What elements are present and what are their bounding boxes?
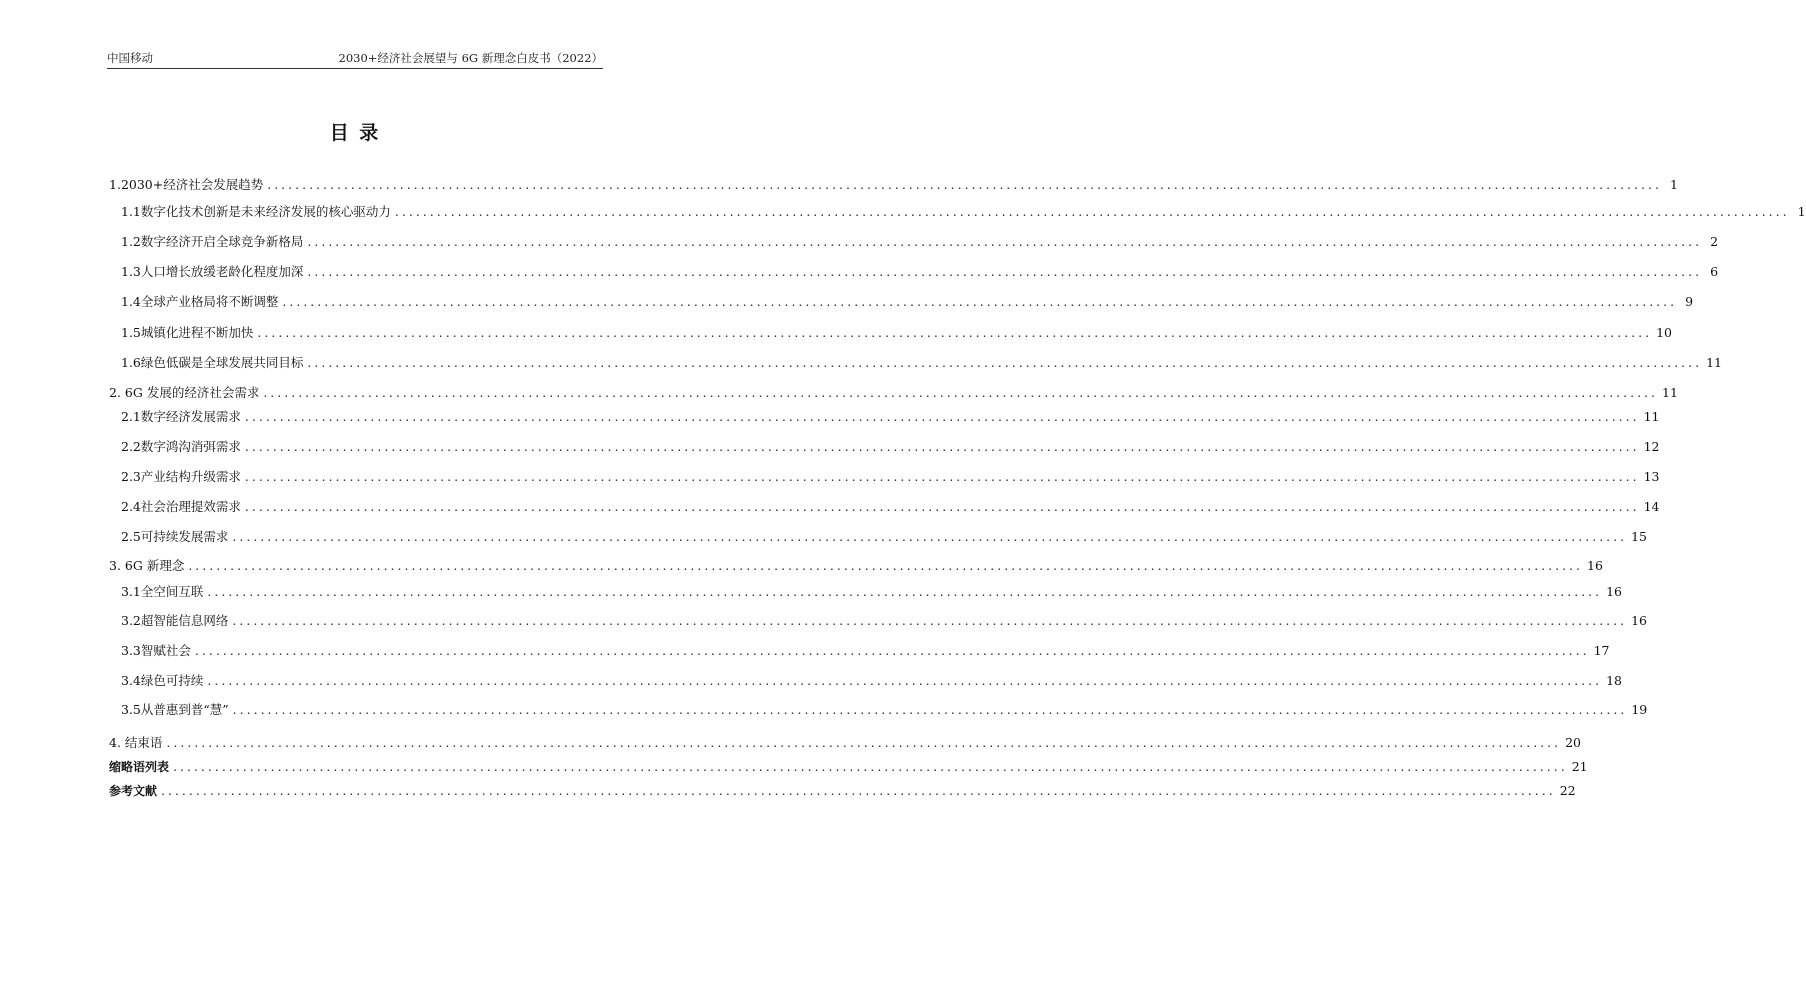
toc-leader-dots: ........................................................................................................................................................................................................ <box>194 643 1590 658</box>
toc-entry-page: 22 <box>1559 783 1576 798</box>
toc-entry-number: 2. <box>109 385 125 400</box>
toc-leader-dots: ........................................................................................................................................................................................................ <box>263 385 1659 400</box>
toc-entry[interactable] <box>109 353 1722 373</box>
toc-entry-page: 10 <box>1656 325 1672 340</box>
toc-entry-page: 1 <box>1797 204 1806 219</box>
toc-leader-dots: ........................................................................................................................................................................................................ <box>207 673 1603 688</box>
toc-entry-number: 2.3 <box>121 469 141 484</box>
toc-entry-number: 2.5 <box>121 529 141 544</box>
toc-entry-number: 4. <box>109 735 125 750</box>
toc-entry[interactable] <box>109 383 1678 403</box>
toc-entry[interactable] <box>109 262 1719 282</box>
toc-entry-label: 数字经济发展需求 <box>140 409 241 424</box>
toc-leader-dots: ........................................................................................................................................................................................................ <box>232 613 1628 628</box>
toc-entry-label: 数字化技术创新是未来经济发展的核心驱动力 <box>140 204 391 219</box>
toc-entry-page: 11 <box>1706 355 1722 370</box>
toc-entry[interactable] <box>109 781 1576 801</box>
toc-leader-dots: ........................................................................................................................................................................................................ <box>207 584 1603 599</box>
toc-entry[interactable] <box>109 437 1660 457</box>
toc-entry-page: 13 <box>1643 469 1660 484</box>
toc-entry-label: 缩略语列表 <box>109 760 170 774</box>
toc-entry-page: 11 <box>1662 385 1678 400</box>
toc-leader-dots: ........................................................................................................................................................................................................ <box>267 177 1662 192</box>
toc-entry-page: 12 <box>1643 439 1660 454</box>
toc-entry-label: 全球产业格局将不断调整 <box>140 294 279 309</box>
toc-entry-number: 3.1 <box>121 584 141 599</box>
toc-leader-dots: ........................................................................................................................................................................................................ <box>232 702 1628 717</box>
toc-entry[interactable] <box>109 497 1660 517</box>
toc-leader-dots: ........................................................................................................................................................................................................ <box>307 234 1703 249</box>
toc-entry-label: 6G 发展的经济社会需求 <box>124 385 260 400</box>
toc-entry-label: 可持续发展需求 <box>140 529 229 544</box>
toc-entry-page: 2 <box>1710 234 1719 249</box>
toc-entry-page: 19 <box>1631 702 1648 717</box>
toc-leader-dots: ........................................................................................................................................................................................................ <box>307 355 1703 370</box>
toc-entry-label: 城镇化进程不断加快 <box>140 325 254 340</box>
toc-entry-page: 9 <box>1685 294 1694 309</box>
toc-entry-page: 18 <box>1606 673 1622 688</box>
toc-leader-dots: ........................................................................................................................................................................................................ <box>244 499 1640 514</box>
toc-entry-label: 智赋社会 <box>140 643 191 658</box>
toc-leader-dots: ........................................................................................................................................................................................................ <box>244 439 1640 454</box>
toc-leader-dots: ........................................................................................................................................................................................................ <box>244 409 1640 424</box>
toc-entry-label: 6G 新理念 <box>124 558 185 573</box>
toc-entry-number: 2.1 <box>121 409 141 424</box>
toc-entry[interactable] <box>109 700 1648 720</box>
toc-entry-number: 1. <box>109 177 121 192</box>
toc-entry-label: 绿色低碳是全球发展共同目标 <box>140 355 304 370</box>
toc-entry[interactable] <box>109 556 1603 576</box>
toc-entry[interactable] <box>109 641 1610 661</box>
toc-entry[interactable] <box>109 232 1719 252</box>
toc-leader-dots: ........................................................................................................................................................................................................ <box>232 529 1628 544</box>
toc-leader-dots: ........................................................................................................................................................................................................ <box>394 204 1790 219</box>
toc-leader-dots: ........................................................................................................................................................................................................ <box>257 325 1653 340</box>
toc-entry-page: 1 <box>1669 177 1678 192</box>
toc-entry-page: 14 <box>1643 499 1660 514</box>
toc-entry-page: 17 <box>1593 643 1610 658</box>
toc-entry-label: 数字经济开启全球竞争新格局 <box>140 234 304 249</box>
toc-entry-page: 20 <box>1565 735 1582 750</box>
toc-entry-number: 1.5 <box>121 325 141 340</box>
toc-entry-label: 数字鸿沟消弭需求 <box>140 439 241 454</box>
toc-entry-page: 16 <box>1631 613 1647 628</box>
toc-entry-label: 2030+经济社会发展趋势 <box>120 177 264 192</box>
toc-entry-number: 1.3 <box>121 264 141 279</box>
toc-entry-page: 15 <box>1631 529 1647 544</box>
toc-entry-number: 1.2 <box>121 234 141 249</box>
toc-entry-page: 16 <box>1606 584 1622 599</box>
toc-entry[interactable] <box>109 407 1660 427</box>
toc-entry-label: 超智能信息网络 <box>140 613 229 628</box>
toc-entry-number: 3.4 <box>121 673 141 688</box>
toc-leader-dots: ........................................................................................................................................................................................................ <box>307 264 1703 279</box>
toc-entry-number: 1.6 <box>121 355 141 370</box>
toc-entry[interactable] <box>109 671 1622 691</box>
toc-entry-number: 3.2 <box>121 613 141 628</box>
toc-leader-dots: ........................................................................................................................................................................................................ <box>161 783 1556 798</box>
toc-entry[interactable] <box>109 527 1647 547</box>
toc-entry-label: 人口增长放缓老龄化程度加深 <box>140 264 304 279</box>
toc-entry[interactable] <box>109 582 1622 602</box>
toc-entry-label: 参考文献 <box>109 784 158 798</box>
toc-entry[interactable] <box>109 202 1806 222</box>
toc-entry[interactable] <box>109 292 1694 312</box>
toc-entry[interactable] <box>109 611 1647 631</box>
toc-entry-number: 1.1 <box>121 204 141 219</box>
toc-leader-dots: ........................................................................................................................................................................................................ <box>244 469 1640 484</box>
toc-leader-dots: ........................................................................................................................................................................................................ <box>166 735 1562 750</box>
toc-entry-label: 绿色可持续 <box>140 673 204 688</box>
toc-entry-page: 16 <box>1587 558 1603 573</box>
toc-entry-number: 3.3 <box>121 643 141 658</box>
toc-entry-number: 3. <box>109 558 125 573</box>
toc-entry-label: 产业结构升级需求 <box>140 469 241 484</box>
page-title: 目 录 <box>329 122 381 144</box>
page-header <box>107 44 603 69</box>
toc-entry-number: 1.4 <box>121 294 141 309</box>
toc-entry-page: 6 <box>1710 264 1719 279</box>
toc-entry-page: 11 <box>1643 409 1660 424</box>
toc-leader-dots: ........................................................................................................................................................................................................ <box>173 759 1568 774</box>
toc-entry-label: 全空间互联 <box>140 584 204 599</box>
toc-entry-number: 3.5 <box>121 702 141 717</box>
toc-leader-dots: ........................................................................................................................................................................................................ <box>188 558 1584 573</box>
header-company: 中国移动 <box>107 51 153 65</box>
toc-entry[interactable] <box>109 733 1582 753</box>
toc-entry[interactable] <box>109 757 1588 777</box>
toc-entry[interactable] <box>109 323 1672 343</box>
toc-entry-page: 21 <box>1571 759 1588 774</box>
toc-leader-dots: ........................................................................................................................................................................................................ <box>282 294 1678 309</box>
toc-entry[interactable] <box>109 467 1660 487</box>
toc-entry-label: 社会治理提效需求 <box>140 499 241 514</box>
toc-entry-number: 2.4 <box>121 499 141 514</box>
toc-entry[interactable] <box>109 175 1678 195</box>
toc-entry-number: 2.2 <box>121 439 141 454</box>
header-document-title: 2030+经济社会展望与 6G 新理念白皮书（2022） <box>338 51 603 65</box>
toc-entry-label: 结束语 <box>124 735 163 750</box>
toc-entry-label: 从普惠到普“慧” <box>140 702 229 717</box>
